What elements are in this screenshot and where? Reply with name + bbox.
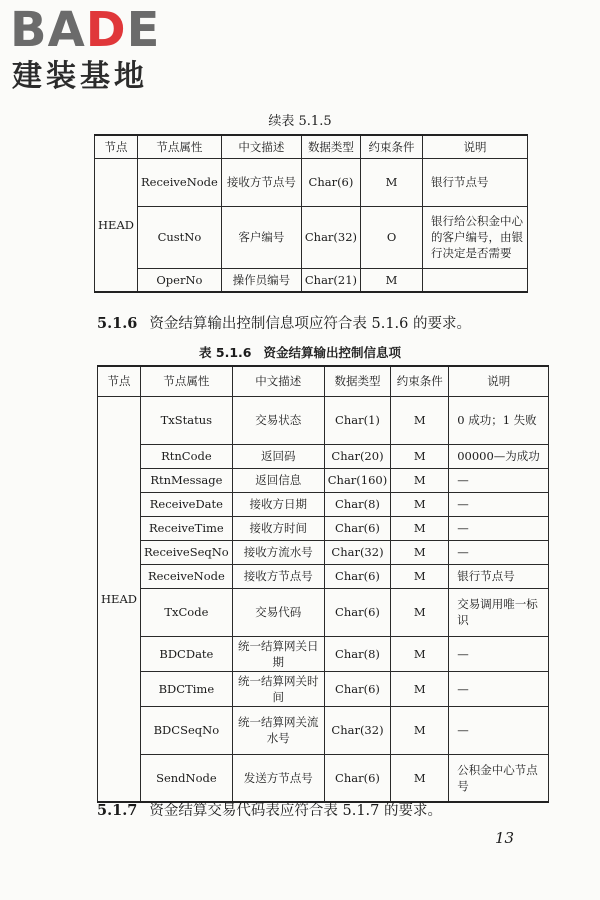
type-cell: Char(6)	[324, 564, 390, 588]
type-cell: Char(32)	[324, 706, 390, 754]
table-row	[98, 492, 549, 516]
desc-cell: 操作员编号	[221, 268, 301, 292]
note-cell: —	[449, 492, 549, 516]
attr-cell: TxCode	[141, 588, 233, 636]
logo-wordmark: BADE	[10, 2, 161, 58]
attr-cell: RtnCode	[141, 444, 233, 468]
table-5-1-6-title	[0, 343, 600, 361]
table-5-1-6	[97, 365, 549, 803]
type-cell: Char(1)	[324, 396, 390, 444]
table-row	[98, 564, 549, 588]
table-header-row	[95, 135, 528, 158]
table-row	[98, 754, 549, 802]
note-cell: —	[449, 540, 549, 564]
note-cell: 银行节点号	[423, 158, 528, 206]
constraint-cell: M	[391, 706, 449, 754]
header-desc: 中文描述	[221, 135, 301, 158]
header-constraint: 约束条件	[391, 366, 449, 396]
type-cell: Char(6)	[324, 588, 390, 636]
table-row	[98, 468, 549, 492]
constraint-cell: M	[391, 636, 449, 671]
constraint-cell: M	[361, 158, 423, 206]
clause-text: 资金结算交易代码表应符合表 5.1.7 的要求。	[149, 803, 442, 819]
attr-cell: ReceiveNode	[141, 564, 233, 588]
attr-cell: BDCDate	[141, 636, 233, 671]
table-row	[95, 158, 528, 206]
note-cell: 0 成功；1 失败	[449, 396, 549, 444]
table-row	[95, 206, 528, 268]
header-node: 节点	[98, 366, 141, 396]
table-row	[98, 396, 549, 444]
note-cell: 银行给公积金中心的客户编号，由银行决定是否需要	[423, 206, 528, 268]
constraint-cell: M	[361, 268, 423, 292]
desc-cell: 接收方日期	[232, 492, 324, 516]
constraint-cell: M	[391, 588, 449, 636]
desc-cell: 接收方节点号	[232, 564, 324, 588]
header-note: 说明	[449, 366, 549, 396]
type-cell: Char(6)	[324, 754, 390, 802]
note-cell	[423, 268, 528, 292]
clause-5-1-7	[97, 799, 442, 820]
header-note: 说明	[423, 135, 528, 158]
note-cell: —	[449, 516, 549, 540]
note-cell: —	[449, 468, 549, 492]
table-header-row	[98, 366, 549, 396]
note-cell: —	[449, 636, 549, 671]
type-cell: Char(6)	[324, 516, 390, 540]
type-cell: Char(6)	[301, 158, 360, 206]
desc-cell: 客户编号	[221, 206, 301, 268]
desc-cell: 交易状态	[232, 396, 324, 444]
clause-5-1-6	[97, 312, 471, 333]
attr-cell: TxStatus	[141, 396, 233, 444]
header-type: 数据类型	[301, 135, 360, 158]
attr-cell: CustNo	[138, 206, 222, 268]
table-row	[98, 444, 549, 468]
note-cell: 银行节点号	[449, 564, 549, 588]
header-desc: 中文描述	[232, 366, 324, 396]
table-row	[98, 671, 549, 706]
table-row	[98, 706, 549, 754]
constraint-cell: M	[391, 396, 449, 444]
type-cell: Char(32)	[324, 540, 390, 564]
desc-cell: 接收方时间	[232, 516, 324, 540]
type-cell: Char(160)	[324, 468, 390, 492]
desc-cell: 统一结算网关日期	[232, 636, 324, 671]
attr-cell: BDCSeqNo	[141, 706, 233, 754]
table-row	[98, 540, 549, 564]
constraint-cell: M	[391, 564, 449, 588]
bade-logo	[10, 4, 180, 96]
attr-cell: BDCTime	[141, 671, 233, 706]
header-attr: 节点属性	[138, 135, 222, 158]
desc-cell: 接收方节点号	[221, 158, 301, 206]
attr-cell: OperNo	[138, 268, 222, 292]
note-cell: 00000—为成功	[449, 444, 549, 468]
note-cell: —	[449, 671, 549, 706]
note-cell: 交易调用唯一标识	[449, 588, 549, 636]
desc-cell: 交易代码	[232, 588, 324, 636]
desc-cell: 统一结算网关时间	[232, 671, 324, 706]
header-type: 数据类型	[324, 366, 390, 396]
desc-cell: 接收方流水号	[232, 540, 324, 564]
attr-cell: ReceiveSeqNo	[141, 540, 233, 564]
table-number: 表 5.1.6	[199, 345, 252, 360]
desc-cell: 统一结算网关流水号	[232, 706, 324, 754]
continued-table-title: 续表 5.1.5	[268, 114, 332, 129]
desc-cell: 发送方节点号	[232, 754, 324, 802]
type-cell: Char(21)	[301, 268, 360, 292]
table-row	[98, 516, 549, 540]
clause-number: 5.1.6	[97, 315, 138, 332]
attr-cell: SendNode	[141, 754, 233, 802]
header-constraint: 约束条件	[361, 135, 423, 158]
constraint-cell: M	[391, 516, 449, 540]
clause-number: 5.1.7	[97, 802, 138, 819]
constraint-cell: M	[391, 492, 449, 516]
desc-cell: 返回信息	[232, 468, 324, 492]
attr-cell: ReceiveDate	[141, 492, 233, 516]
attr-cell: ReceiveTime	[141, 516, 233, 540]
constraint-cell: M	[391, 754, 449, 802]
page-number: 13	[495, 829, 515, 847]
clause-text: 资金结算输出控制信息项应符合表 5.1.6 的要求。	[149, 316, 471, 332]
table-row	[95, 268, 528, 292]
table-row	[98, 636, 549, 671]
header-node: 节点	[95, 135, 138, 158]
attr-cell: ReceiveNode	[138, 158, 222, 206]
type-cell: Char(8)	[324, 636, 390, 671]
table-5-1-5-continued	[94, 134, 528, 293]
type-cell: Char(32)	[301, 206, 360, 268]
type-cell: Char(8)	[324, 492, 390, 516]
attr-cell: RtnMessage	[141, 468, 233, 492]
constraint-cell: M	[391, 444, 449, 468]
node-cell: HEAD	[98, 396, 141, 802]
constraint-cell: M	[391, 671, 449, 706]
node-cell: HEAD	[95, 158, 138, 292]
type-cell: Char(6)	[324, 671, 390, 706]
constraint-cell: M	[391, 540, 449, 564]
constraint-cell: M	[391, 468, 449, 492]
table-row	[98, 588, 549, 636]
note-cell: —	[449, 706, 549, 754]
table-title-text: 资金结算输出控制信息项	[263, 345, 401, 360]
type-cell: Char(20)	[324, 444, 390, 468]
header-attr: 节点属性	[141, 366, 233, 396]
logo-subtitle: 建装基地	[12, 59, 148, 94]
note-cell: 公积金中心节点号	[449, 754, 549, 802]
constraint-cell: O	[361, 206, 423, 268]
desc-cell: 返回码	[232, 444, 324, 468]
